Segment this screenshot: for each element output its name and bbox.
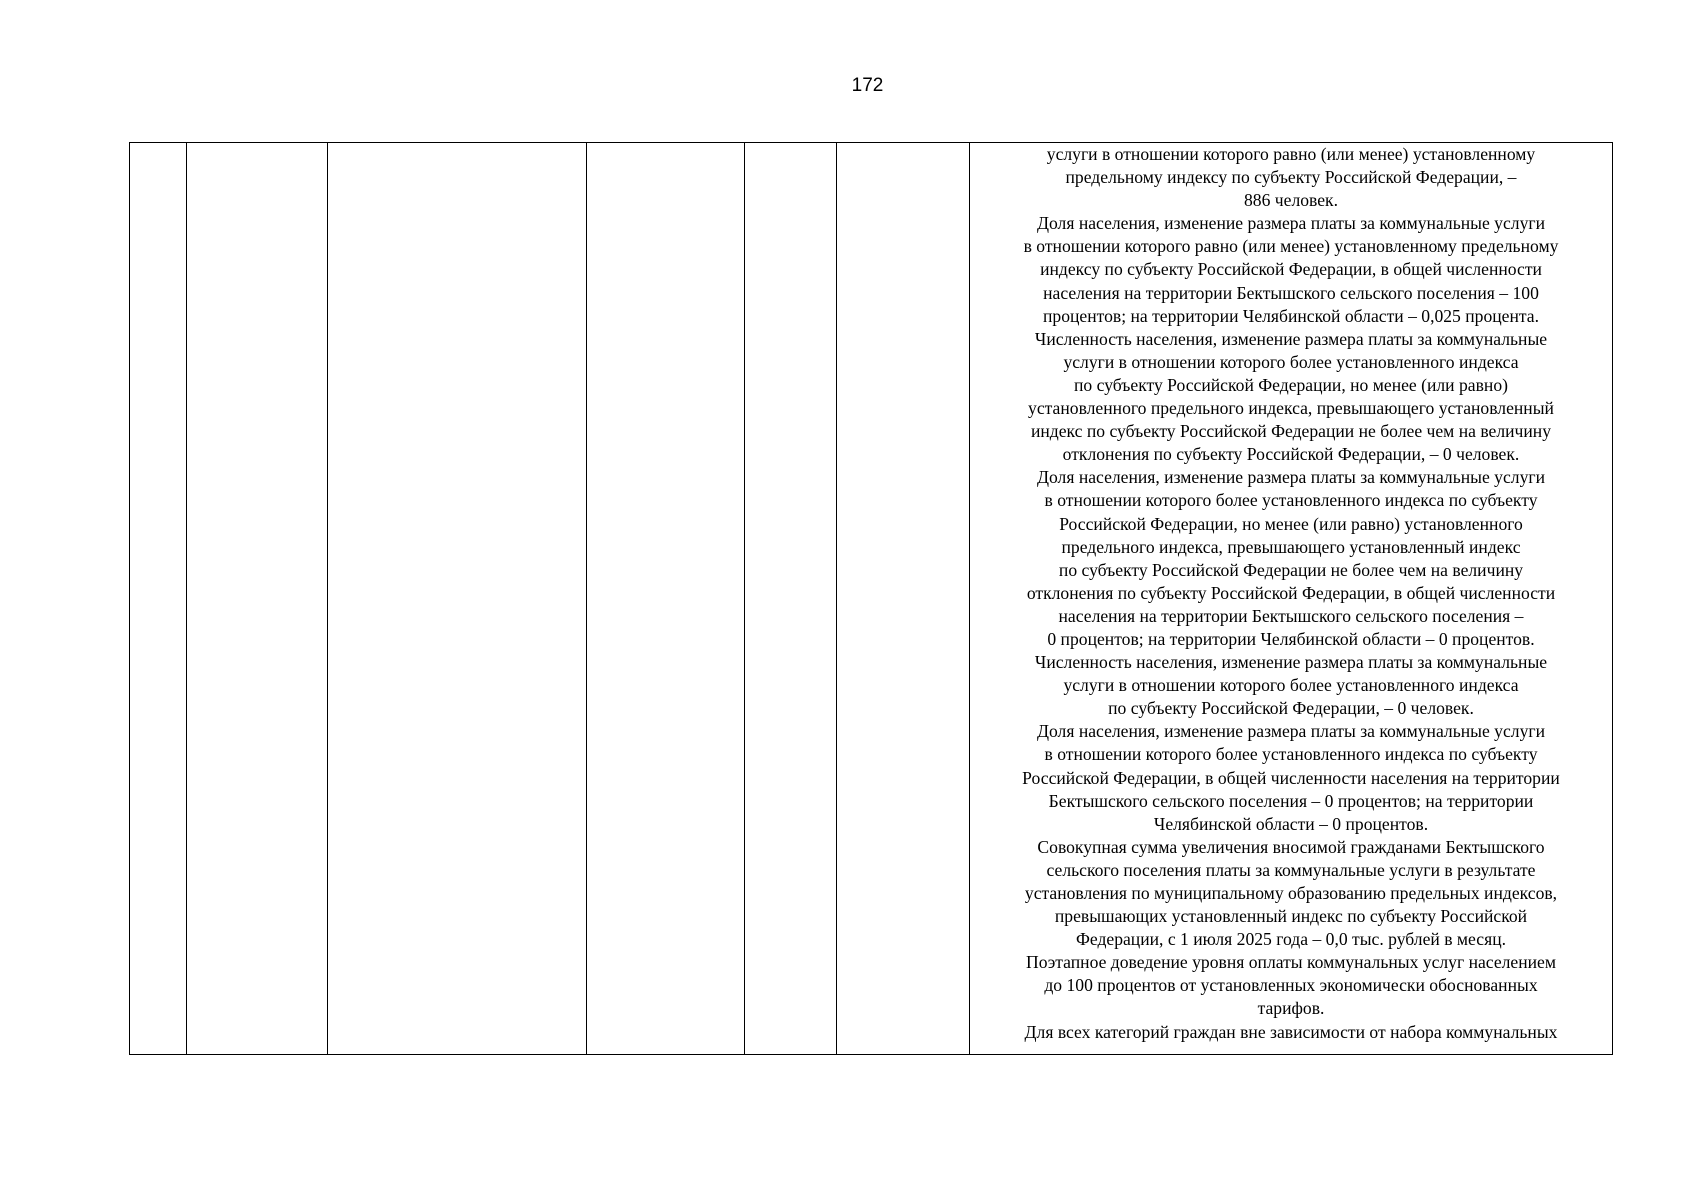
text-line: предельного индекса, превышающего установленный индекс [1061,536,1521,557]
text-line: по субъекту Российской Федерации не более чем на величину [1058,559,1524,580]
text-line: до 100 процентов от установленных экономически обоснованных [1044,975,1538,996]
text-line: Доля населения, изменение размера платы за коммунальные услуги [1036,467,1545,488]
text-line: установленного предельного индекса, превышающего установленный [1028,398,1554,419]
text-line: Федерации, с 1 июля 2025 года – 0,0 тыс. рублей в месяц. [1075,929,1507,950]
text-line: Российской Федерации, в общей численности населения на территории [1022,767,1560,788]
empty-cell-2 [187,143,328,1055]
text-line: услуги в отношении которого более установленного индекса [1063,675,1519,696]
text-line: в отношении которого более установленного индекса по субъекту [1044,490,1538,511]
text-line: Совокупная сумма увеличения вносимой гражданами Бектышского [1037,836,1545,857]
empty-cell-6 [837,143,970,1055]
text-line: услуги в отношении которого равно (или менее) установленному [1046,144,1536,164]
text-line: населения на территории Бектышского сельского поселения – [1058,605,1524,626]
text-line: предельному индексу по субъекту Российской Федерации, – [1065,167,1517,188]
text-line: в отношении которого более установленного индекса по субъекту [1044,744,1538,765]
text-line: Численность населения, изменение размера платы за коммунальные [1034,328,1548,349]
text-line: тарифов. [1257,998,1325,1019]
table-row [130,143,1613,1055]
text-line: 886 человек. [1244,190,1338,211]
text-line: Поэтапное доведение уровня оплаты коммунальных услуг населением [1026,952,1556,973]
text-line: Доля населения, изменение размера платы за коммунальные услуги [1036,721,1545,742]
text-line: Для всех категорий граждан вне зависимости от набора коммунальных [1024,1021,1558,1042]
text-line: услуги в отношении которого более установленного индекса [1063,351,1519,372]
empty-cell-3 [328,143,587,1055]
text-line: по субъекту Российской Федерации, но менее (или равно) [1074,374,1508,395]
text-line: населения на территории Бектышского сельского поселения – 100 [1043,282,1539,303]
text-line: индексу по субъекту Российской Федерации, в общей численности [1040,259,1542,280]
text-line: процентов; на территории Челябинской области – 0,025 процента. [1042,305,1540,326]
text-line: Численность населения, изменение размера платы за коммунальные [1034,652,1548,673]
empty-cell-5 [745,143,837,1055]
empty-cell-1 [130,143,187,1055]
text-line: превышающих установленный индекс по субъекту Российской [1054,906,1528,927]
text-line: установления по муниципальному образованию предельных индексов, [1024,883,1558,903]
text-line: индекс по субъекту Российской Федерации не более чем на величину [1030,421,1552,442]
text-line: Бектышского сельского поселения – 0 процентов; на территории [1048,790,1534,811]
data-table [129,142,1613,1055]
text-line: по субъекту Российской Федерации, – 0 человек. [1108,698,1474,719]
text-line: Челябинской области – 0 процентов. [1153,813,1429,834]
text-line: Доля населения, изменение размера платы за коммунальные услуги [1036,213,1545,234]
text-line: отклонения по субъекту Российской Федерации, в общей численности [1026,582,1556,603]
text-line: отклонения по субъекту Российской Федерации, – 0 человек. [1062,444,1520,465]
text-line: в отношении которого равно (или менее) установленному предельному [1023,236,1559,257]
page-number: 172 [851,75,884,96]
text-line: сельского поселения платы за коммунальные услуги в результате [1046,859,1536,880]
text-line: 0 процентов; на территории Челябинской области – 0 процентов. [1047,628,1535,649]
empty-cell-4 [587,143,745,1055]
text-line: Российской Федерации, но менее (или равно) установленного [1059,513,1523,534]
description-cell [970,143,1613,1055]
